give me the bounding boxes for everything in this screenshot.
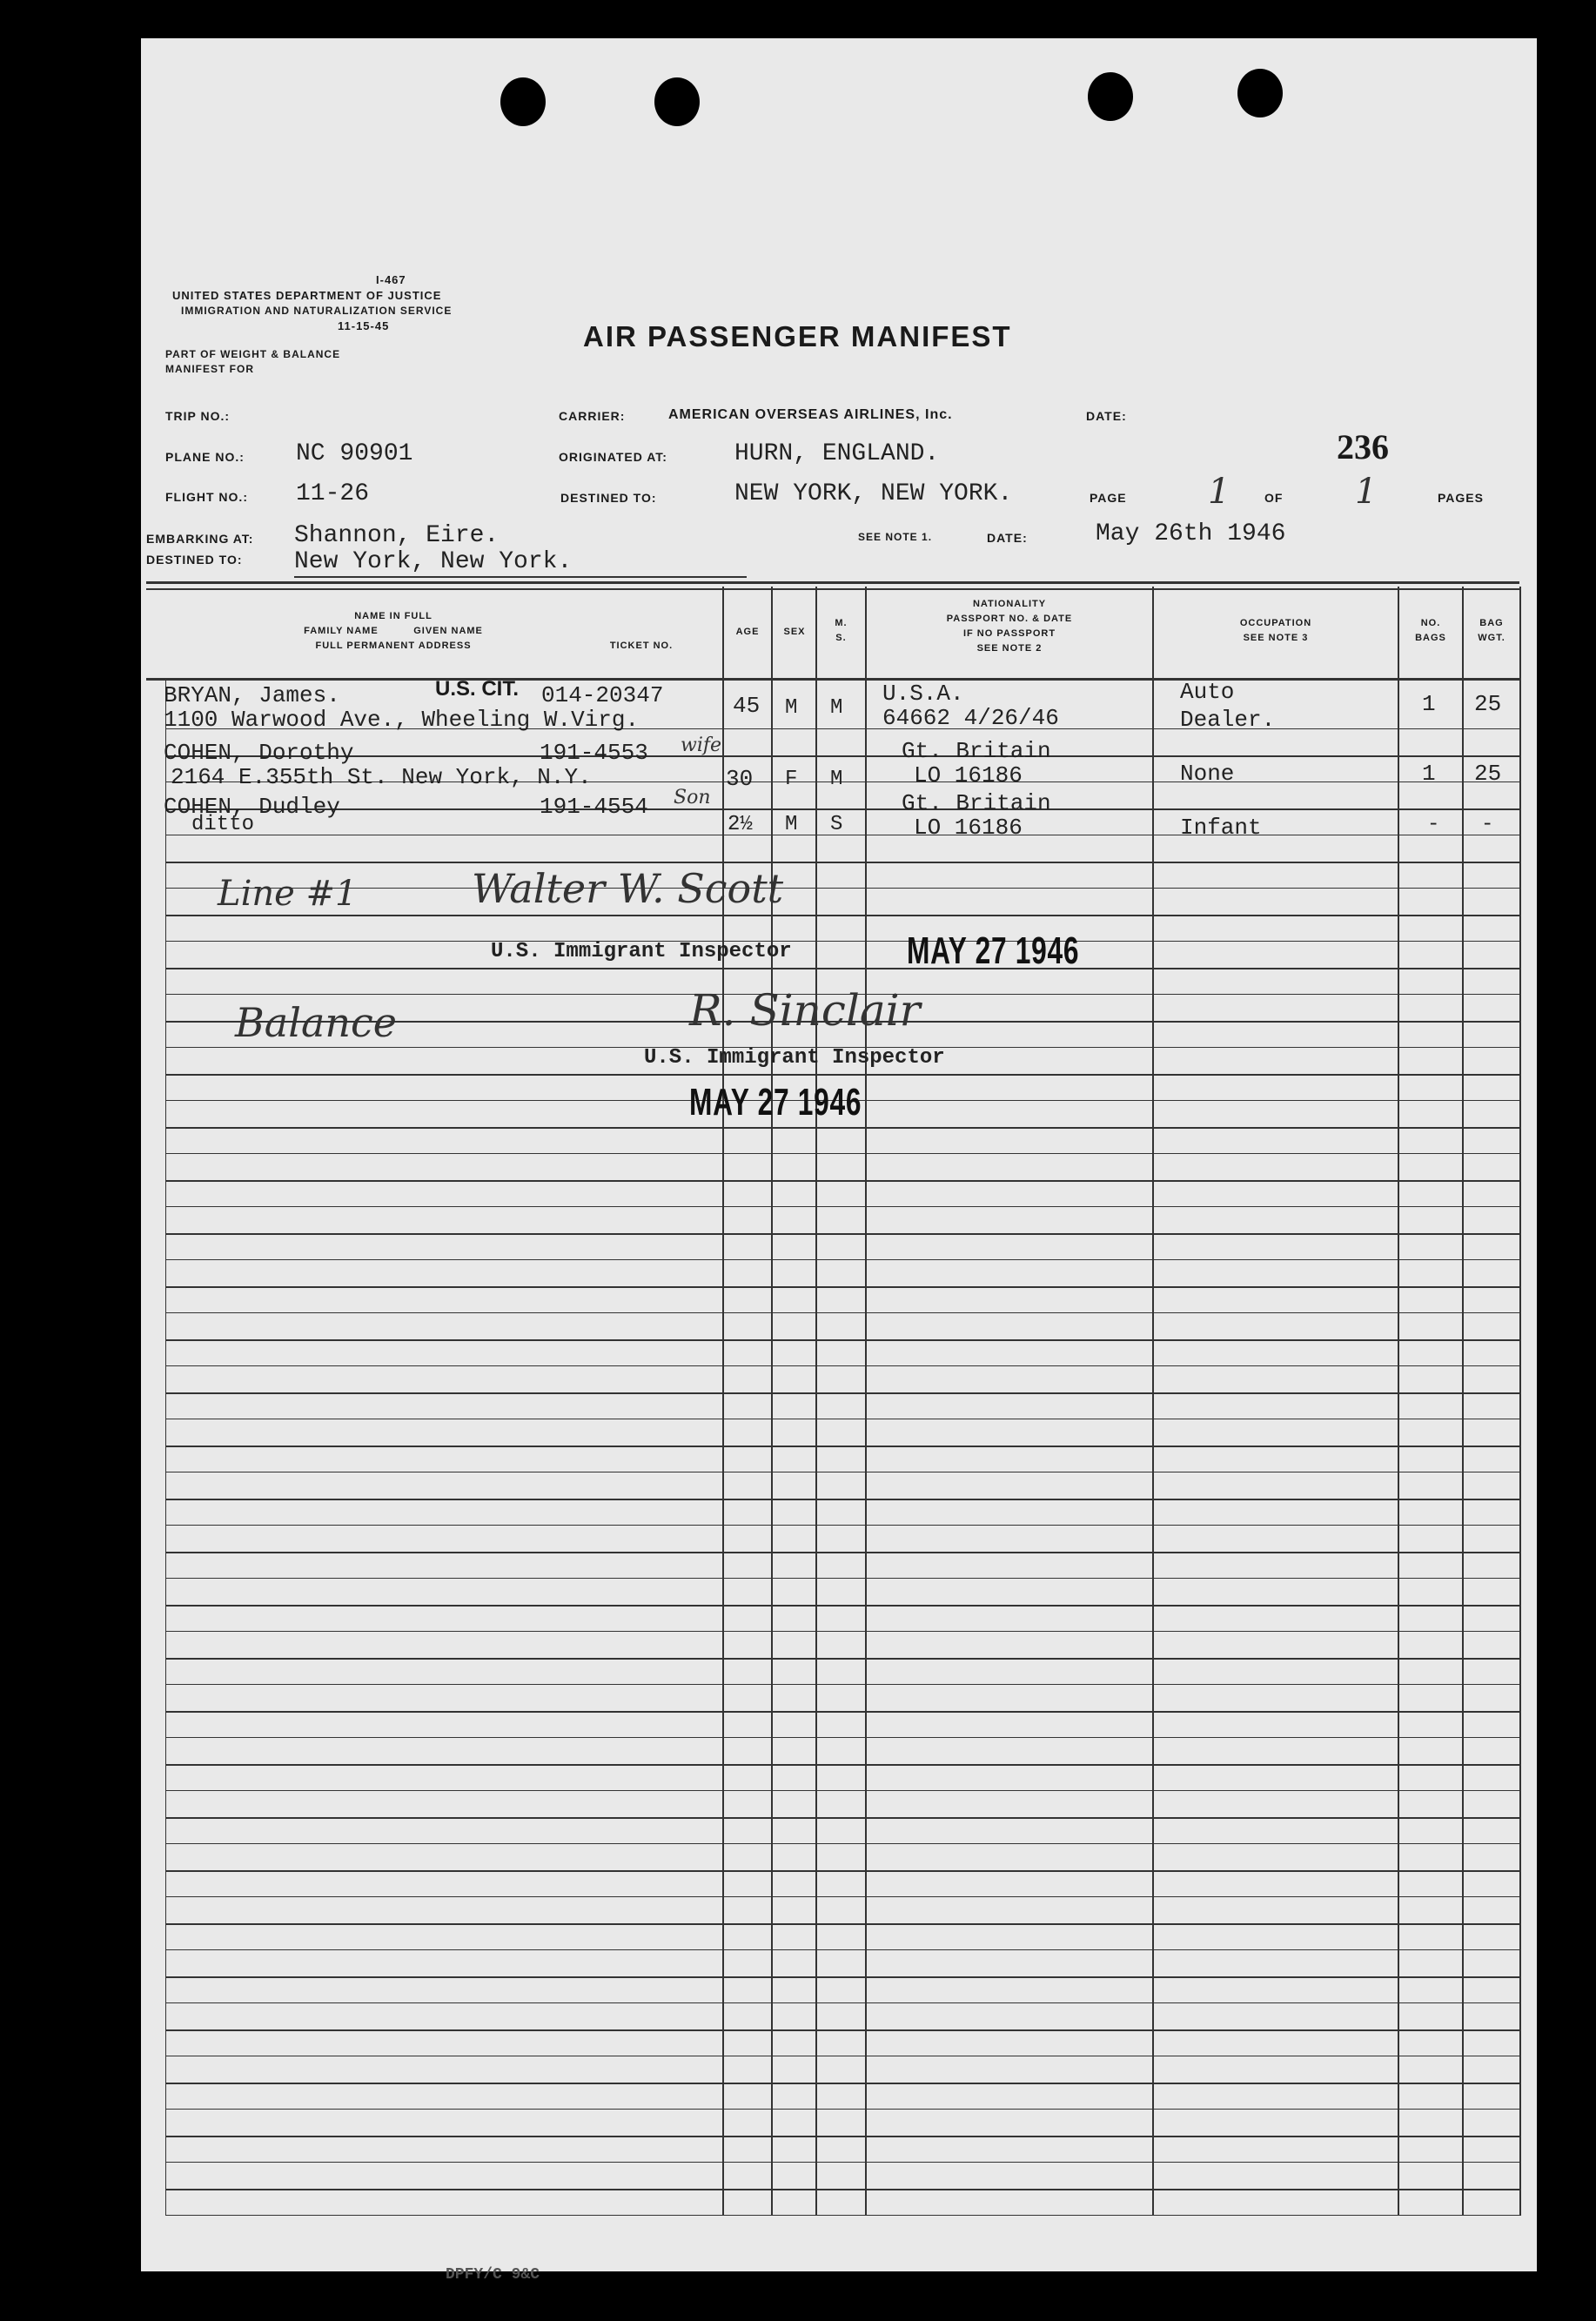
ruled-line: [165, 1843, 1519, 1844]
header-sex: SEX: [783, 627, 806, 637]
ruled-line: [165, 1896, 1519, 1897]
ruled-line: [165, 941, 1519, 942]
ruled-line: [165, 1339, 1519, 1341]
sex-value: M: [785, 813, 798, 836]
column-divider: [865, 587, 867, 2216]
part-of-label: PART OF WEIGHT & BALANCE: [165, 348, 341, 360]
form-number: I-467: [376, 273, 406, 286]
manifest-sheet: [141, 38, 1537, 2284]
ticket-number: 191-4553: [540, 740, 648, 766]
inspector-title: U.S. Immigrant Inspector: [491, 940, 792, 963]
date2-value: May 26th 1946: [1096, 520, 1286, 547]
ruled-line: [165, 1180, 1519, 1182]
handwritten-balance: Balance: [235, 999, 397, 1046]
age-value: 45: [733, 693, 761, 719]
ruled-line: [165, 1737, 1519, 1738]
column-divider: [815, 587, 817, 2216]
passenger-address: 1100 Warwood Ave., Wheeling W.Virg.: [164, 707, 640, 733]
table-top-border: [146, 588, 1519, 590]
ruled-line: [165, 1764, 1519, 1766]
occupation-value: None: [1180, 761, 1235, 787]
age-value: 30: [726, 766, 754, 792]
column-divider: [722, 587, 724, 2216]
footer-code: DPFY/C 9&C: [446, 2266, 540, 2284]
column-divider: [1398, 587, 1399, 2216]
marital-value: M: [830, 768, 843, 791]
age-value: 2½: [728, 813, 753, 836]
ruled-line: [165, 1259, 1519, 1260]
department-line: UNITED STATES DEPARTMENT OF JUSTICE: [172, 289, 442, 302]
ruled-line: [165, 1499, 1519, 1500]
header-age: AGE: [735, 627, 760, 637]
ruled-line: [165, 1658, 1519, 1660]
service-line: IMMIGRATION AND NATURALIZATION SERVICE: [181, 305, 453, 317]
ruled-line: [165, 2136, 1519, 2137]
ruled-line: [165, 808, 1519, 810]
manifest-number: 236: [1337, 427, 1389, 466]
sex-value: M: [785, 696, 798, 720]
ruled-line: [165, 2109, 1519, 2110]
originated-label: ORIGINATED AT:: [559, 450, 667, 464]
passport-value: LO 16186: [914, 815, 1023, 841]
ruled-line: [165, 888, 1519, 889]
pages-label: PAGES: [1438, 491, 1484, 505]
plane-no-label: PLANE NO.:: [165, 450, 245, 464]
header-occupation: OCCUPATION SEE NOTE 3: [1239, 618, 1312, 643]
carrier-value: AMERICAN OVERSEAS AIRLINES, Inc.: [668, 407, 953, 422]
occupation-value: Infant: [1180, 815, 1262, 841]
header-bottom-border: [146, 678, 1519, 681]
punch-hole: [654, 77, 700, 126]
ruled-line: [165, 1684, 1519, 1685]
ruled-line: [165, 862, 1519, 863]
date-label: DATE:: [1086, 409, 1127, 423]
destined2-label: DESTINED TO:: [146, 553, 243, 567]
header-marital: M. S.: [835, 618, 848, 643]
ruled-line: [165, 2083, 1519, 2084]
header-bags: NO. BAGS: [1415, 618, 1446, 643]
passport-value: 64662 4/26/46: [882, 705, 1059, 731]
originated-value: HURN, ENGLAND.: [734, 440, 940, 467]
ticket-note: wife: [681, 735, 722, 756]
ticket-number: 191-4554: [540, 794, 648, 820]
passenger-address: ditto: [191, 813, 255, 836]
ruled-line: [165, 1365, 1519, 1366]
table-top-border: [146, 581, 1519, 584]
of-number: 1: [1355, 472, 1378, 512]
header-bag-weight: BAG WGT.: [1478, 618, 1505, 643]
passenger-name: COHEN, Dudley: [164, 794, 340, 820]
trip-no-label: TRIP NO.:: [165, 409, 231, 423]
inspector-signature: R. Sinclair: [689, 985, 921, 1036]
ticket-number: 014-20347: [541, 682, 664, 708]
bags-value: -: [1427, 813, 1440, 836]
ruled-line: [165, 1312, 1519, 1313]
ruled-line: [165, 755, 1519, 757]
nationality-value: Gt. Britain: [902, 738, 1051, 764]
ruled-line: [165, 1923, 1519, 1925]
ticket-note: Son: [674, 787, 711, 808]
embarking-value: Shannon, Eire.: [294, 522, 500, 549]
column-divider: [1519, 587, 1521, 2216]
ruled-line: [165, 1949, 1519, 1950]
bag-weight-value: -: [1481, 813, 1494, 836]
occupation-value: Dealer.: [1180, 707, 1276, 733]
ruled-line: [165, 1605, 1519, 1607]
header-name: NAME IN FULL FAMILY NAME GIVEN NAME FULL PERMANENT ADDRESS: [304, 611, 483, 651]
bags-value: 1: [1422, 761, 1436, 787]
ruled-line: [165, 1074, 1519, 1076]
ruled-line: [165, 1233, 1519, 1235]
ruled-line: [165, 2215, 1519, 2216]
bags-value: 1: [1422, 691, 1436, 717]
ruled-line: [165, 1525, 1519, 1526]
ruled-line: [165, 1392, 1519, 1394]
carrier-label: CARRIER:: [559, 409, 626, 423]
ruled-line: [165, 1552, 1519, 1553]
ruled-line: [165, 1446, 1519, 1447]
punch-hole: [500, 77, 546, 126]
page-number: 1: [1208, 472, 1231, 512]
ruled-line: [165, 915, 1519, 916]
column-divider: [771, 587, 773, 2216]
punch-hole: [1237, 69, 1283, 117]
ruled-line: [165, 2162, 1519, 2163]
destined-label: DESTINED TO:: [560, 491, 657, 505]
ruled-line: [165, 2189, 1519, 2190]
destined2-value: New York, New York.: [294, 548, 573, 575]
ruled-line: [165, 1870, 1519, 1872]
manifest-for-label: MANIFEST FOR: [165, 363, 254, 375]
header-nationality: NATIONALITY PASSPORT NO. & DATE IF NO PASSPORT SEE NOTE 2: [946, 599, 1073, 654]
ruled-line: [165, 1127, 1519, 1129]
page-title: AIR PASSENGER MANIFEST: [583, 320, 1012, 352]
column-divider: [1152, 587, 1154, 2216]
ruled-line: [165, 1578, 1519, 1579]
passenger-address: 2164 E.355th St. New York, N.Y.: [171, 764, 592, 790]
passenger-name: BRYAN, James.: [164, 682, 340, 708]
sex-value: F: [785, 768, 798, 791]
passenger-name: COHEN, Dorothy: [164, 740, 354, 766]
of-label: OF: [1264, 491, 1284, 505]
inspector-title: U.S. Immigrant Inspector: [644, 1046, 945, 1070]
ruled-line: [165, 1790, 1519, 1791]
bag-weight-value: 25: [1474, 761, 1502, 787]
see-note-label: SEE NOTE 1.: [858, 531, 933, 543]
ruled-line: [165, 1711, 1519, 1713]
left-margin-rule: [165, 681, 166, 2216]
handwritten-line-note: Line #1: [218, 874, 358, 914]
punch-hole: [1088, 72, 1133, 121]
column-divider: [1462, 587, 1464, 2216]
ruled-line: [165, 2002, 1519, 2003]
page-label: PAGE: [1090, 491, 1127, 505]
destined-value: NEW YORK, NEW YORK.: [734, 480, 1013, 507]
ruled-line: [165, 968, 1519, 969]
ruled-line: [165, 1631, 1519, 1632]
passport-value: LO 16186: [914, 762, 1023, 788]
bag-weight-value: 25: [1474, 691, 1502, 717]
ruled-line: [165, 1817, 1519, 1819]
ruled-line: [165, 1206, 1519, 1207]
nationality-value: U.S.A.: [882, 681, 964, 707]
date-stamp: MAY 27 1946: [689, 1081, 862, 1124]
nationality-value: Gt. Britain: [902, 790, 1051, 816]
plane-no-value: NC 90901: [296, 440, 413, 467]
ruled-line: [165, 1286, 1519, 1288]
form-date-code: 11-15-45: [338, 319, 390, 332]
ruled-line: [165, 2029, 1519, 2031]
inspector-signature: Walter W. Scott: [472, 865, 784, 912]
date-stamp: MAY 27 1946: [907, 929, 1080, 972]
flight-no-label: FLIGHT NO.:: [165, 490, 248, 504]
marital-value: M: [830, 696, 843, 720]
marital-value: S: [830, 813, 843, 836]
citizenship-stamp: U.S. CIT.: [435, 677, 520, 701]
flight-no-value: 11-26: [296, 480, 370, 507]
header-ticket: TICKET NO.: [609, 641, 674, 651]
underline: [294, 576, 747, 578]
embarking-label: EMBARKING AT:: [146, 532, 254, 546]
ruled-line: [165, 1976, 1519, 1978]
ruled-line: [165, 1153, 1519, 1154]
date2-label: DATE:: [987, 531, 1028, 545]
occupation-value: Auto: [1180, 679, 1235, 705]
